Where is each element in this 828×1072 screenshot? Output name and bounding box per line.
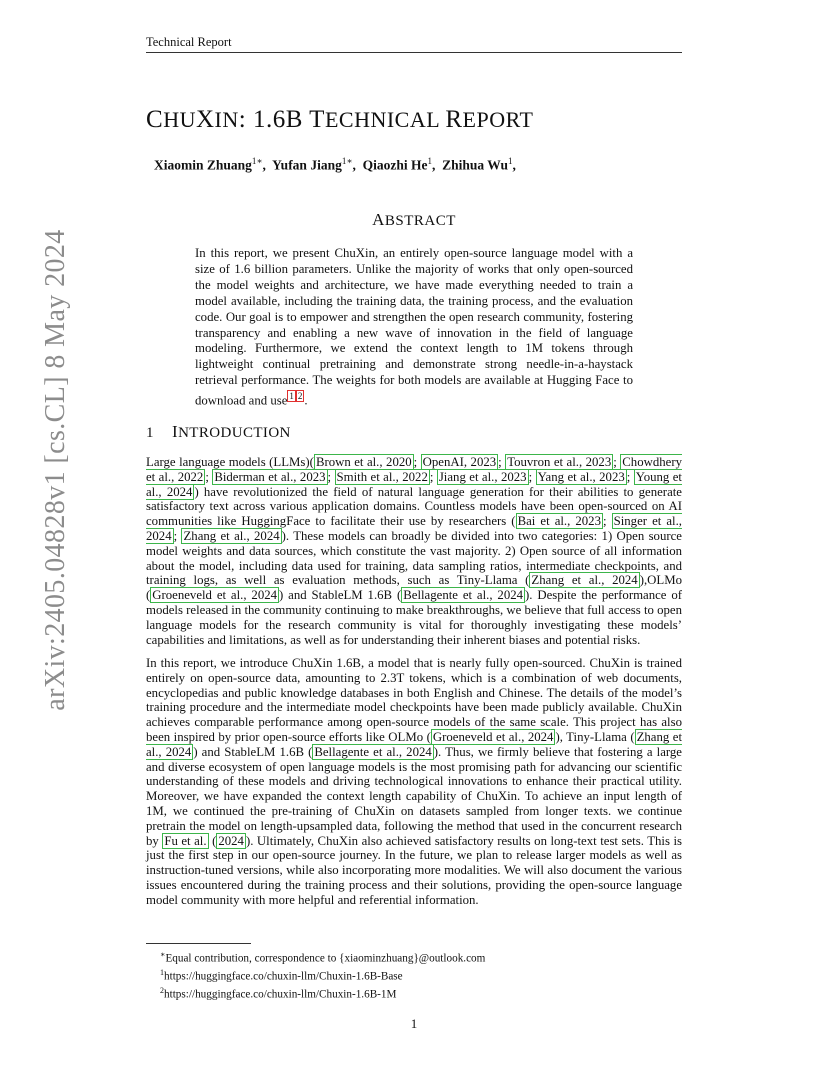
citation-link[interactable]: Singer et al., 2024	[146, 514, 682, 543]
abstract-end: .	[304, 393, 308, 408]
arxiv-stamp: arXiv:2405.04828v1 [cs.CL] 8 May 2024	[40, 229, 71, 711]
footnote-item	[160, 984, 485, 1002]
citation-link[interactable]: Jiang et al., 2023	[438, 469, 527, 484]
text-run: In this report, we introduce ChuXin 1.6B, a model that is nearly fully open-sourced. ChuXin is trained entirely on open-source data, amounting to 2.3T tokens, which is a combination of web documents, encyclopedias and public knowledge databases in both English and Chinese. The details of the model’s training procedure and the intermediate model checkpoints have been made publicly available. ChuXin achieves comparable performance among open-source models of the same scale. This project has also been inspired by prior open-source efforts like OLMo (	[146, 656, 682, 744]
text-run: ). Despite the performance of models released in the community continuing to make breakthroughs, we believe that full access to open language models for the research community is vital for thoroughly investigating these models’ capabilities and limitations, as well as for understanding their inherent biases and potential risks.	[146, 588, 683, 647]
footnote-item	[160, 948, 485, 966]
citation-link[interactable]: Bai et al., 2023	[517, 514, 601, 529]
title-middle: : 1.6B	[238, 106, 310, 133]
footnote-link-2[interactable]: 2	[297, 391, 303, 402]
citation-link[interactable]: Zhang et al., 2024	[531, 573, 638, 588]
abstract-text	[195, 246, 633, 409]
title-initial: X	[195, 106, 215, 133]
title-initial: R	[445, 106, 463, 133]
page-number: 1	[410, 1016, 418, 1031]
citation-link[interactable]: Zhang et al., 2024	[146, 729, 682, 759]
footnote-url[interactable]: https://huggingface.co/chuxin-llm/Chuxin-1.6B-Base	[164, 970, 403, 983]
section-number: 1	[146, 425, 154, 441]
section-heading-rest: NTRODUCTION	[178, 425, 291, 441]
title-initial: T	[309, 106, 325, 133]
author-list: Xiaomin Zhuang$^{1∗}$, Yufan Jiang$^{1∗}$, Qiaozhi He$^1$, Zhihua Wu$^1$,	[154, 156, 516, 173]
header-rule	[146, 52, 682, 53]
section-heading-initial: I	[172, 422, 179, 441]
text-run: Large language models (LLMs)(	[146, 455, 314, 469]
citation-link[interactable]: Bellagente et al., 2024	[314, 744, 432, 759]
footnote-rule	[146, 943, 251, 944]
author-mark: 1	[508, 156, 513, 166]
citation-link[interactable]: Fu et al.	[164, 833, 207, 848]
citation-link[interactable]: OpenAI, 2023	[422, 455, 497, 469]
abstract-heading	[0, 210, 828, 230]
text-run: ),OLMo (	[146, 573, 682, 603]
intro-paragraph-2	[146, 656, 682, 908]
citation-link[interactable]: Chowdhery et al., 2022	[146, 455, 682, 484]
author-mark: 1	[427, 156, 432, 166]
author-mark: 1∗	[341, 156, 353, 166]
author-mark: 1∗	[251, 156, 263, 166]
title-initial: C	[146, 106, 164, 133]
citation-link[interactable]: Groeneveld et al., 2024	[152, 588, 278, 603]
author-name: Yufan Jiang	[272, 157, 342, 173]
citation-link[interactable]: Smith et al., 2022	[336, 469, 428, 484]
footnote-item	[160, 966, 485, 984]
text-run: ), Tiny-Llama (	[555, 729, 635, 744]
text-run: (	[208, 833, 217, 848]
text-run: ) have revolutionized the field of natural language generation for their abilities to generate satisfactory text across various application domains. Countless models have been open-sourced on AI communities like HuggingFace to facilitate their use by researchers (	[146, 484, 682, 529]
author-name: Xiaomin Zhuang	[154, 157, 252, 173]
author-name: Zhihua Wu	[442, 157, 509, 173]
abstract-body: In this report, we present ChuXin, an entirely open-source language model with a size of 1.6 billion parameters. Unlike the majority of works that only open-sourced the model weights and architecture, we have made everything needed to train a model available, including the training data, the training process, and the evaluation code. Our goal is to empower and strengthen the open research community, fostering transparency and enabling a new wave of innovation in the field of language modeling. Furthermore, we extend the context length to 1M tokens through lightweight continual pretraining and demonstrate strong needle-in-a-haystack retrieval performance. The weights for both models are available at Hugging Face to download and use	[195, 246, 633, 408]
text-run: ) and StableLM 1.6B (	[193, 744, 313, 759]
abstract-heading-initial: A	[372, 210, 385, 229]
footnotes	[160, 948, 485, 1002]
title-smallcaps: EPORT	[462, 107, 534, 132]
paper-title	[146, 106, 533, 134]
footnote-mark: 2	[160, 985, 164, 995]
title-smallcaps: HU	[163, 107, 196, 132]
citation-link[interactable]: Touvron et al., 2023	[507, 455, 612, 469]
text-run: ) and StableLM 1.6B (	[279, 588, 402, 603]
intro-paragraph-1: Large language models (LLMs)( Brown et al., 2020 ; OpenAI, 2023 ; Touvron et al., 2023 ; Chowdhery et al., 2022 ; Biderman et al., 2023 ; Smith et al., 2022 ; Jiang et al., 2023 ; Yang et al., 2023 ; Young et al., 2024 ) have revolutionized the field of natural language generation for their abilities to generate satisfactory text across various application domains. Countless models have been open-sourced on AI communities like HuggingFace to facilitate their use by researchers ( Bai et al., 2023 ; Singer et al., 2024 ; Zhang et al., 2024 ). These models can broadly be divided into two categories: 1) Open source model weights and data sources, which constitute the vast majority. 2) Open source of all information about the model, including data used for training, data sampling ratios, intermediate checkpoints, and training logs, as well as evaluation methods, such as Tiny-Llama ( Zhang et al., 2024 ),OLMo ( Groeneveld et al., 2024 ) and StableLM 1.6B ( Bellagente et al., 2024 ). Despite the performance of models released in the community continuing to make breakthroughs, we believe that full access to open language models for the research community is vital for thoroughly investigating these models’ capabilities and limitations, as well as for understanding their inherent biases and potential risks.	[146, 455, 683, 647]
section-heading-introduction	[146, 422, 291, 442]
citation-link[interactable]: 2024	[218, 833, 244, 848]
citation-link[interactable]: Groeneveld et al., 2024	[432, 729, 554, 744]
author-name: Qiaozhi He	[362, 157, 428, 173]
text-run: ). Thus, we firmly believe that fostering a large and diverse ecosystem of open language models is the most promising path for advancing our scientific understanding of these models and driving technological innovations to enhance their practical utility. Moreover, we have expanded the context length capability of ChuXin. To achieve an input length of 1M, we continued the pre-training of ChuXin on datasets sampled from longer texts. we continue pretrain the model on length-upsampled data, following the method that used in the concurrent research by	[146, 744, 682, 848]
text-run: ). These models can broadly be divided into two categories: 1) Open source model weights and data sources, which constitute the vast majority. 2) Open source of all information about the model, including data used for training, data sampling ratios, intermediate checkpoints, and training logs, as well as evaluation methods, such as Tiny-Llama (	[146, 528, 682, 588]
footnote-mark: ∗	[160, 950, 166, 959]
footnote-mark: 1	[160, 967, 164, 977]
citation-link[interactable]: Zhang et al., 2024	[183, 528, 280, 543]
citation-link[interactable]: Yang et al., 2023	[537, 469, 625, 484]
title-smallcaps: ECHNICAL	[324, 107, 440, 132]
citation-link[interactable]: Bellagente et al., 2024	[403, 588, 524, 603]
footnote-text: Equal contribution, correspondence to {xiaominzhuang}@outlook.com	[165, 952, 486, 965]
citation-link[interactable]: Brown et al., 2020	[315, 455, 412, 469]
citation-link[interactable]: Young et al., 2024	[146, 469, 682, 499]
abstract-heading-rest: BSTRACT	[384, 213, 456, 229]
footnote-link-1[interactable]: 1	[289, 391, 294, 402]
running-header: Technical Report	[146, 35, 232, 49]
citation-link[interactable]: Biderman et al., 2023	[214, 469, 326, 484]
title-smallcaps: IN	[214, 107, 239, 132]
text-run: ). Ultimately, ChuXin also achieved satisfactory results on long-text test sets. This is just the first step in our open-source journey. In the future, we plan to release larger models as well as instruction-tuned versions, while also incorporating more modalities. We will also document the various issues encountered during the training process and their solutions, providing the open-source language model community with more helpful and referential information.	[146, 833, 682, 907]
footnote-url[interactable]: https://huggingface.co/chuxin-llm/Chuxin-1.6B-1M	[164, 988, 397, 1001]
